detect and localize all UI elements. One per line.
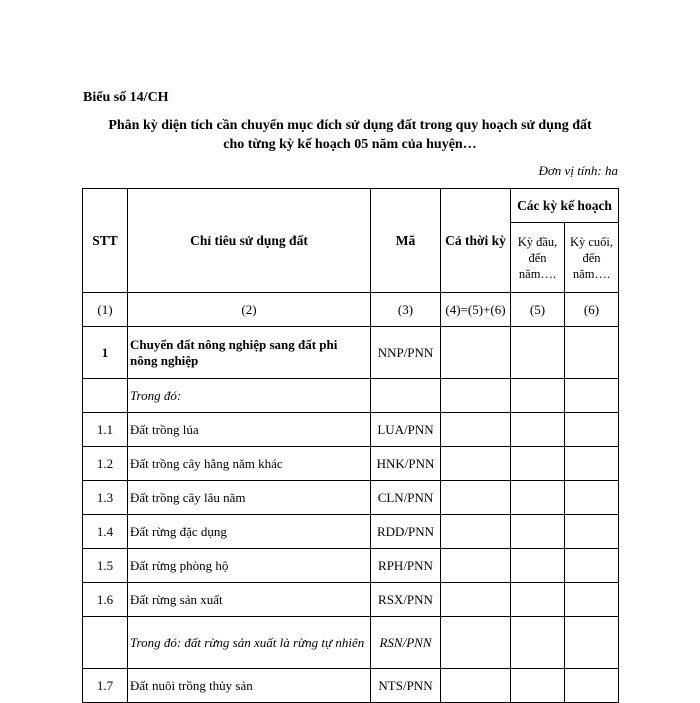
row-stt: 1 xyxy=(83,327,128,379)
row-stt: 1.4 xyxy=(83,515,128,549)
row-name: Đất trồng cây lâu năm xyxy=(128,481,371,515)
row-value-last xyxy=(565,413,619,447)
row-code: LUA/PNN xyxy=(371,413,441,447)
row-code: RSN/PNN xyxy=(371,617,441,669)
table-row xyxy=(83,413,619,447)
row-value-first xyxy=(511,413,565,447)
row-value-last xyxy=(565,379,619,413)
column-number: (6) xyxy=(565,293,619,327)
row-value-whole xyxy=(441,583,511,617)
column-number-row xyxy=(83,293,619,327)
row-value-last xyxy=(565,515,619,549)
row-code: RDD/PNN xyxy=(371,515,441,549)
row-value-whole xyxy=(441,327,511,379)
header-last-period: Kỳ cuối, đến năm…. xyxy=(565,223,619,293)
row-name: Đất nuôi trồng thủy sản xyxy=(128,669,371,703)
row-stt: 1.6 xyxy=(83,583,128,617)
column-number: (4)=(5)+(6) xyxy=(441,293,511,327)
column-number: (2) xyxy=(128,293,371,327)
row-name: Trong đó: đất rừng sản xuất là rừng tự nhiên xyxy=(128,617,371,669)
row-value-first xyxy=(511,583,565,617)
table-row xyxy=(83,583,619,617)
title-line-2: cho từng kỳ kế hoạch 05 năm của huyện… xyxy=(223,137,477,152)
row-stt: 1.7 xyxy=(83,669,128,703)
row-value-whole xyxy=(441,481,511,515)
header-code: Mã xyxy=(371,189,441,293)
row-stt: 1.2 xyxy=(83,447,128,481)
row-name: Đất rừng sản xuất xyxy=(128,583,371,617)
header-first-period: Kỳ đầu, đến năm…. xyxy=(511,223,565,293)
row-value-whole xyxy=(441,669,511,703)
row-value-whole xyxy=(441,617,511,669)
row-stt xyxy=(83,617,128,669)
row-stt: 1.3 xyxy=(83,481,128,515)
row-value-last xyxy=(565,327,619,379)
row-stt xyxy=(83,379,128,413)
row-stt: 1.5 xyxy=(83,549,128,583)
row-value-first xyxy=(511,549,565,583)
row-code: NTS/PNN xyxy=(371,669,441,703)
row-value-last xyxy=(565,669,619,703)
row-value-last xyxy=(565,617,619,669)
row-value-first xyxy=(511,617,565,669)
header-plan-periods: Các kỳ kế hoạch xyxy=(511,189,619,223)
row-value-last xyxy=(565,549,619,583)
row-value-whole xyxy=(441,379,511,413)
row-value-last xyxy=(565,481,619,515)
column-number: (5) xyxy=(511,293,565,327)
row-value-last xyxy=(565,583,619,617)
row-stt: 1.1 xyxy=(83,413,128,447)
row-value-last xyxy=(565,447,619,481)
row-code: RPH/PNN xyxy=(371,549,441,583)
row-value-whole xyxy=(441,549,511,583)
row-code xyxy=(371,379,441,413)
table-row xyxy=(83,327,619,379)
row-code: NNP/PNN xyxy=(371,327,441,379)
table-row xyxy=(83,549,619,583)
form-number: Biểu số 14/CH xyxy=(83,90,169,105)
unit-label: Đơn vị tính: ha xyxy=(538,163,618,178)
row-value-first xyxy=(511,669,565,703)
row-value-first xyxy=(511,481,565,515)
table-row xyxy=(83,447,619,481)
row-value-first xyxy=(511,327,565,379)
row-value-whole xyxy=(441,413,511,447)
table-row xyxy=(83,379,619,413)
row-name: Trong đó: xyxy=(128,379,371,413)
row-name: Chuyển đất nông nghiệp sang đất phi nông nghiệp xyxy=(128,327,371,379)
header-criteria: Chỉ tiêu sử dụng đất xyxy=(128,189,371,293)
row-code: CLN/PNN xyxy=(371,481,441,515)
land-use-table xyxy=(82,188,619,703)
row-value-whole xyxy=(441,515,511,549)
column-number: (3) xyxy=(371,293,441,327)
header-stt: STT xyxy=(83,189,128,293)
row-value-first xyxy=(511,515,565,549)
row-value-first xyxy=(511,447,565,481)
table-row xyxy=(83,515,619,549)
row-name: Đất trồng lúa xyxy=(128,413,371,447)
row-value-whole xyxy=(441,447,511,481)
row-name: Đất rừng phòng hộ xyxy=(128,549,371,583)
header-whole-period: Cả thời kỳ xyxy=(441,189,511,293)
table-row xyxy=(83,617,619,669)
title-line-1: Phân kỳ diện tích cần chuyển mục đích sử dụng đất trong quy hoạch sử dụng đất xyxy=(108,118,592,133)
row-name: Đất rừng đặc dụng xyxy=(128,515,371,549)
row-value-first xyxy=(511,379,565,413)
table-row xyxy=(83,669,619,703)
column-number: (1) xyxy=(83,293,128,327)
row-code: RSX/PNN xyxy=(371,583,441,617)
row-code: HNK/PNN xyxy=(371,447,441,481)
table-row xyxy=(83,481,619,515)
row-name: Đất trồng cây hằng năm khác xyxy=(128,447,371,481)
